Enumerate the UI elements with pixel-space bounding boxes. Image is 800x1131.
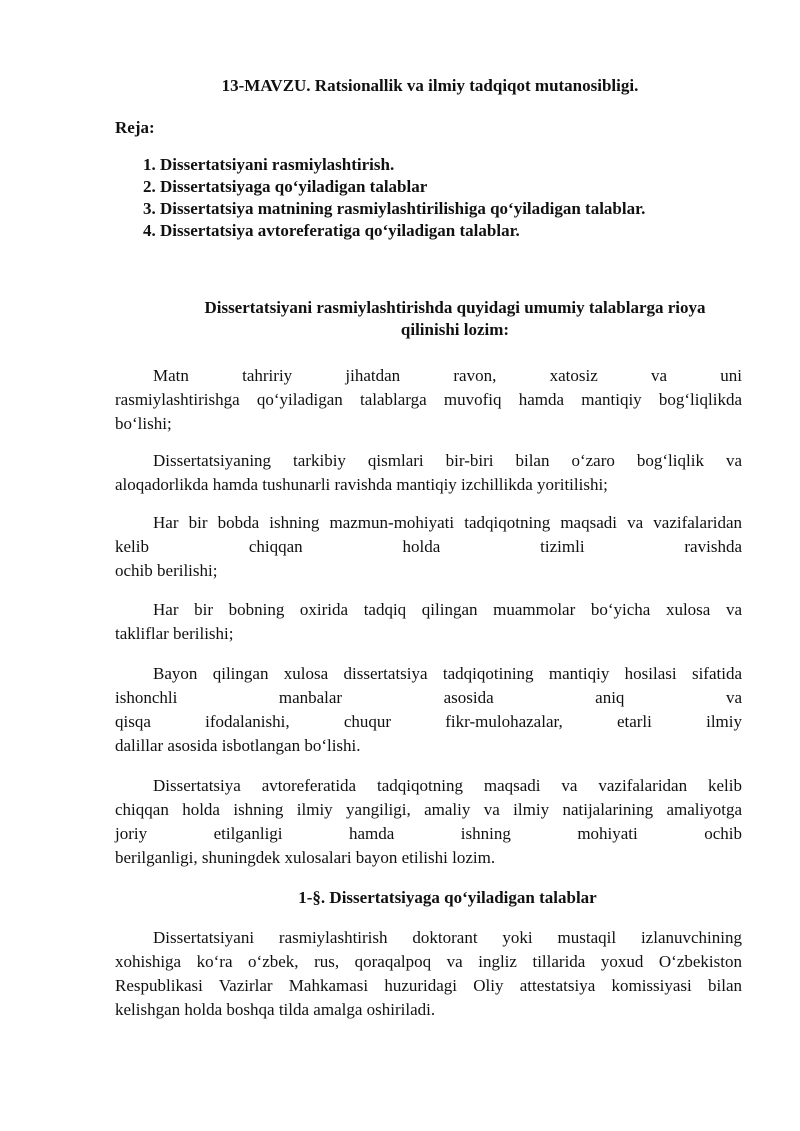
text-line: berilganligi, shuningdek xulosalari bayon etilishi lozim.: [115, 848, 496, 867]
text-line: chiqqan holda ishning ilmiy yangiligi, amaliy va ilmiy natijalarining amaliyotga: [115, 800, 742, 819]
text-line: Dissertatsiyaning tarkibiy qismlari bir-biri bilan o‘zaro bog‘liqlik va: [153, 451, 742, 470]
text-line: rasmiylashtirishga qo‘yiladigan talablarga muvofiq hamda mantiqiy bog‘liqlikda: [115, 390, 742, 409]
text-line: Bayon qilingan xulosa dissertatsiya tadqiqotining mantiqiy hosilasi sifatida: [153, 664, 742, 683]
plan-item: 4. Dissertatsiya avtoreferatiga qo‘yiladigan talablar.: [143, 221, 520, 240]
text-line: joriy etilganligi hamda ishning mohiyati ochib: [115, 824, 742, 843]
text-line: Respublikasi Vazirlar Mahkamasi huzuridagi Oliy attestatsiya komissiyasi bilan: [115, 976, 742, 995]
paragraph-final: [115, 926, 742, 1022]
text-line: Dissertatsiyani rasmiylashtirish doktorant yoki mustaqil izlanuvchining: [153, 928, 742, 947]
subheading-line: Dissertatsiyani rasmiylashtirishda quyidagi umumiy talablarga rioya: [204, 298, 706, 317]
section-heading: 1-§. Dissertatsiyaga qo‘yiladigan talablar: [298, 888, 597, 907]
text-line: Har bir bobning oxirida tadqiq qilingan muammolar bo‘yicha xulosa va: [153, 600, 742, 619]
text-line: dalillar asosida isbotlangan bo‘lishi.: [115, 736, 361, 755]
plan-item: 1. Dissertatsiyani rasmiylashtirish.: [143, 155, 395, 174]
text-line: Har bir bobda ishning mazmun-mohiyati tadqiqotning maqsadi va vazifalaridan: [153, 513, 742, 532]
text-line: Matn tahririy jihatdan ravon, xatosiz va uni: [153, 366, 742, 385]
text-line: xohishiga ko‘ra o‘zbek, rus, qoraqalpoq va ingliz tillarida yoxud O‘zbekiston: [115, 952, 742, 971]
text-line: Dissertatsiya avtoreferatida tadqiqotning maqsadi va vazifalaridan kelib: [153, 776, 742, 795]
text-line: takliflar berilishi;: [115, 624, 234, 643]
text-line: kelishgan holda boshqa tilda amalga oshiriladi.: [115, 1000, 436, 1019]
paragraph-2: [115, 449, 742, 497]
plan-item: 3. Dissertatsiya matnining rasmiylashtirilishiga qo‘yiladigan talablar.: [143, 199, 646, 218]
plan-heading: Reja:: [115, 118, 155, 137]
plan-list: [143, 154, 645, 242]
text-line: kelib chiqqan holda tizimli ravishda: [115, 537, 742, 556]
text-line: aloqadorlikda hamda tushunarli ravishda mantiqiy izchillikda yoritilishi;: [115, 475, 608, 494]
paragraph-4: [115, 598, 742, 646]
paragraph-1: [115, 364, 742, 436]
paragraph-6: [115, 774, 742, 870]
text-line: qisqa ifodalanishi, chuqur fikr-mulohazalar, etarli ilmiy: [115, 712, 742, 731]
requirements-subheading: [140, 297, 770, 341]
paragraph-5: [115, 662, 742, 758]
text-line: bo‘lishi;: [115, 414, 172, 433]
paragraph-3: [115, 511, 742, 583]
text-line: ochib berilishi;: [115, 561, 218, 580]
text-line: ishonchli manbalar asosida aniq va: [115, 688, 742, 707]
subheading-line: qilinishi lozim:: [400, 320, 510, 339]
plan-item: 2. Dissertatsiyaga qo‘yiladigan talablar: [143, 177, 428, 196]
page-title: 13-MAVZU. Ratsionallik va ilmiy tadqiqot mutanosibligi.: [221, 76, 639, 95]
